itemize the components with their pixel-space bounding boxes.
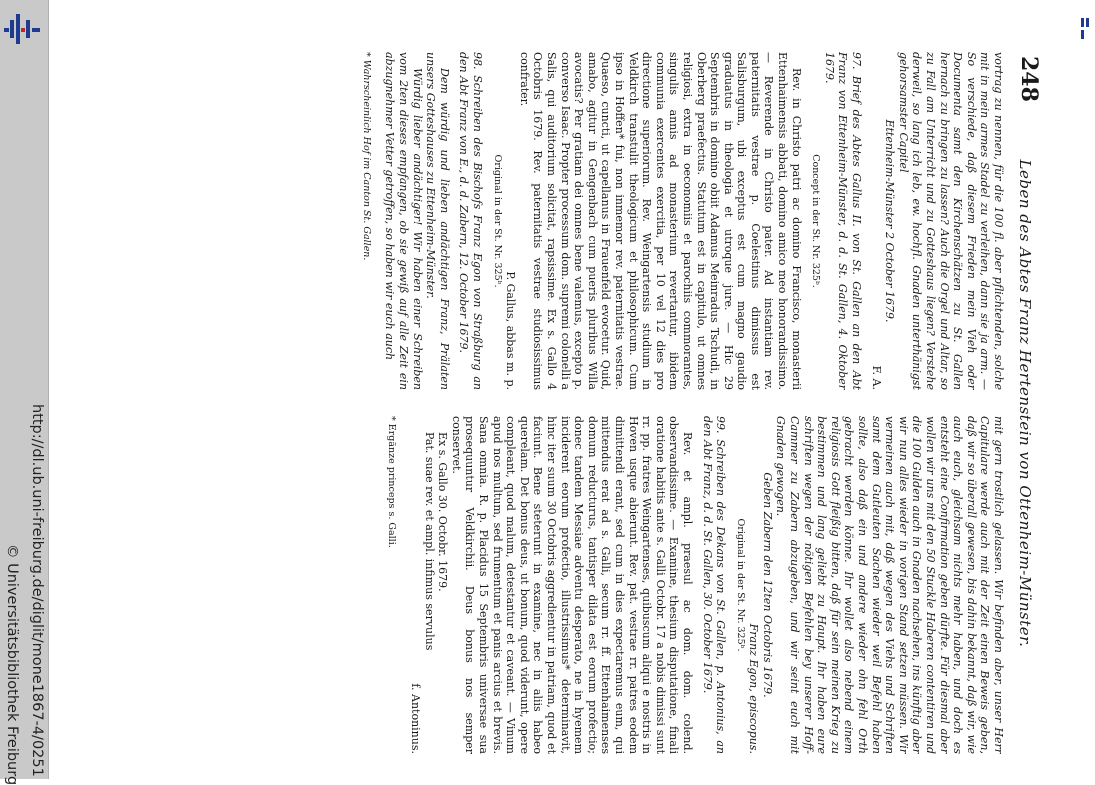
signature: P. Gallus, abbas m. p. [504,271,518,390]
bookmark-marker-icon [1081,18,1089,40]
paragraph: Würdig lieber andächtiger! Wir haben einer Schreiben vom 2ten dieses empfangen, ob sie gewiß auf alle Zeit ein abzugnehmer Vetter getroffen, so haben wir euch auch [383,52,424,390]
copyright-notice: © Universitätsbibliothek Freiburg [4,544,20,785]
paragraph: Rev. in Christo patri ac domino Francisco, monasterii Ettenhaimensis abbati, domino amico meo honorandissimo. — Reverende in Christo pater. Ad instantiam rev. paternitatis vestrae p. Coelestinus dimissus est Salisburgum, ubi exceptus est cum magno gaudio graduatus in theologia et utroque jure. — Hic 29 Septembris in domino obiit Adamus Meinradus Tschudi, in Oberberg praefectus. Statutum est in capitulo, ut omnes religiosi, extra in oeconomiis et parochiis commorantes, singulis annis ad monasterium revertantur, ibidem communia exercentes exercitia, per 10 vel 12 dies pro directione superiorum. Rev. Weingartensis studium in Veldkirch transtulit theologicum et philosophicum. Cum ipso in Hoffen* fui, non inmemor rev. paternitatis vestrae. Quaeso, cuncti, ut capellanus in Frauenfeld evocetur. Quid, amabo, agitur in Gengenbach cum pueris pluribus Willa avocatis? Per gratiam dei omnes bene valemus, excepto p. converso Isaac. Propter processum dom. supremi colonelli a Salis, qui auditorium solicitat, rapsissime. Ex s. Gallo 4 Octobris 1679. Rev. paternitatis vestrae studiosissimus confrater. [517,52,803,390]
document-heading-97: 97. Brief des Abtes Gallus II. von St. Gallen an den Abt Franz von Ettenheim-Münster, d. d. St. Gallen, 4. Oktober 1679. [822,52,864,390]
running-head: Leben des Abtes Franz Hertenstein von Ottenheim-Münster. [1016,159,1034,648]
page-url[interactable]: http://dl.ub.uni-freiburg.de/diglit/mone1867-4/0251 [29,404,45,777]
source-note: Original in der St. Nr. 325ᵇ. [491,154,503,288]
paragraph: vortrag zu nennen, für die 100 fl. aber pflichtenden, solche mit in mein armes Stadel zu verleihen, dann sie ja arm. — So verschiede, daß diesem Frieden mein Vieh oder Documenta samt den Kirchenschätzen zu St. Gallen hernach zu bringen zu lassen? Auch die Orgel und Altar, so zu Fall am Unterricht und zu Gotteshaus liegen? Verstehe derweil, so lang ich leb, ew. hochfl. Gnaden unterthänigst gehorsamster Capitel [896,52,1005,390]
source-note: Concept in der St. Nr. 325ᵇ. [810,154,822,288]
viewer-sidebar [0,0,49,785]
footnote: * Ergänze princeps s. Galli. [386,416,398,548]
closing: Pat. suae rev. et ampl. infimus servulus [422,432,436,651]
dateline: Ex s. Gallo 30. Octobr. 1679. [436,432,450,592]
dateline: Ettenheim-Münster 2 October 1679. [883,119,897,323]
source-note: Original in der St. Nr. 325ᵇ. [734,518,746,652]
dateline: Geben Zabern den 12ten Octobris 1679. [760,472,774,698]
signature: F. A. [869,365,883,390]
document-heading-98: 98. Schreiben des Bischofs Franz Egon von Straßburg an den Abt Franz von E., d. d. Zabern, 12. October 1679. [457,52,485,390]
address: Dem würdig und lieben andächtigen Franz, Prälaten unsers Gotteshauses zu Ettenheim-Münster. [424,52,451,390]
column-left [333,52,1005,390]
signature: Franz Egon, episcopus. [747,623,761,754]
footnote: * Wahrscheinlich Hof im Canton St. Gallen. [360,52,372,261]
document-heading-99: 99. Schreiben des Dekans von St. Gallen, p. Antonius, an den Abt Franz, d. d. St. Gallen, 30. October 1679. [700,416,728,754]
page-number: 248 [1016,56,1042,102]
signature: f. Antoninus. [409,683,423,754]
paragraph: Rev. et ampl. praesul ac dom. dom. colend. observandissime. — Examine, thesium disputatione, finali oratione habitis ante s. Galli Octobr. 17 a nobis dimissi sunt rr. pp. fratres Weingartenses, quibuscum aliqui e nostris in Hoven usque abierunt. Rev. pat. vestrae rr. patres eodem dimittendi erant, sed cum in dies expectaremus eum, qui mittendus erat ad s. Galli, secum rr. ff. Ettenhaimenses domum reducturus, tantisper dilata est eorum profectio; donec tandem Messiae adventu desperato, ne in hyemem inciderent eorum profectio, illustrissimus* determinavit, hinc iter suum 30 Octobris aggredientur in patriam, quod et faciunt. Bene steterunt in examine, nec in aliis habeo querelam. Det bonus deus, ut bonum, quod viderunt, opere compleant, quod malum, detestantur et caveant. — Vinum apud nos multum, sed frumentum et panis arcius et brevis. Sana omnia. R. p. Placidus 15 Septembris universae sua prosequuntur Veldkirchii. Deus bonus nos semper conservet. [449,416,694,754]
paragraph: mit gern trostlich gelassen. Wir befinden aber, unser Herr Capitulare werde auch mit der Zeit einen Beweis geben, daß wir so überall gewesen, bis dahin bekannt, daß wir, wie auch euch, gleichsam nichts mehr haben, und doch es entsteht eine Confirmation geben dürfte. Für diesmal aber wollen wir uns mit den 50 Stuckle Haberen contentiren und die 100 Gulden auch in Gnaden nachsehen, ins künftig aber wir nun alles wieder in vorigen Stand setzen müssen. Wir vermeinen auch mit, daß wegen des Viehs und Schriften samt dem Gutleuten Sachen wieder weil Befehl haben sollte, also daß ein und andere wieder ohn fehl Orth gebracht werden könne. Ihr wollet also nebend einem religiosis Gott fleißig bitten, daß für sein meinen Krieg zu bestimmen und lang geliebt zu Haupt. Ihr haben eure schriften wegen der nötigen Befehlen bey unserer Hoff-Cammer zu Zabern abzugeben, und wir seint euch mit Gnaden gewogen. [774,416,1005,754]
page-header [1009,46,1042,761]
scanned-page [330,46,1042,761]
library-logo-icon[interactable] [4,6,40,50]
column-right [333,416,1005,754]
